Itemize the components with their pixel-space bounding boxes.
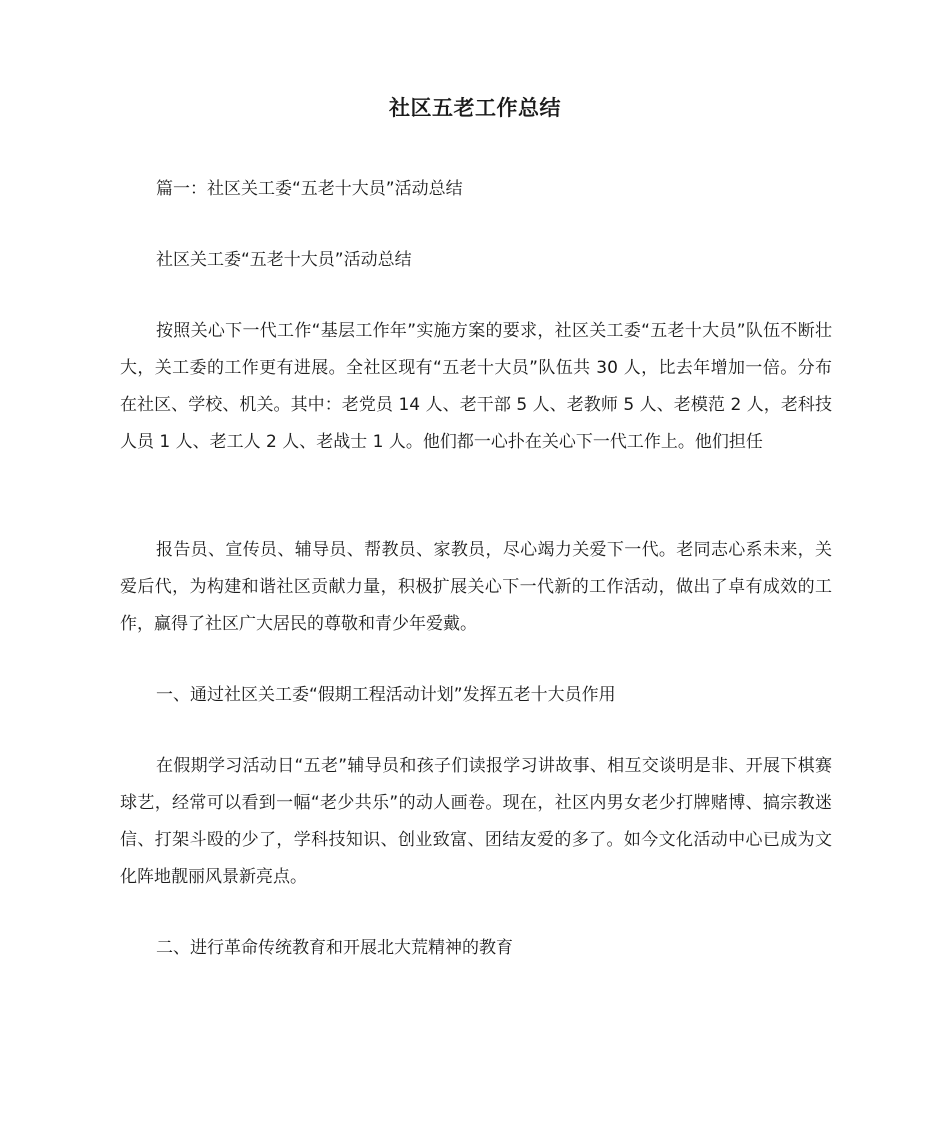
section-heading-two: 二、进行革命传统教育和开展北大荒精神的教育 [156,938,513,958]
section-heading-one: 一、通过社区关工委“假期工程活动计划”发挥五老十大员作用 [156,685,616,705]
document-title: 社区五老工作总结 [389,96,561,120]
subtitle-paragraph: 社区关工委“五老十大员”活动总结 [156,250,412,270]
body-paragraph-roles: 报告员、宣传员、辅导员、帮教员、家教员，尽心竭力关爱下一代。老同志心系未来，关爱后代，为构建和谐社区贡献力量，积极扩展关心下一代新的工作活动，做出了卓有成效的工作，赢得了社区广大居民的尊敬和青少年爱戴。 [120,540,832,634]
body-paragraph-holiday: 在假期学习活动日“五老”辅导员和孩子们读报学习讲故事、相互交谈明是非、开展下棋赛球艺，经常可以看到一幅“老少共乐”的动人画卷。现在，社区内男女老少打牌赌博、搞宗教迷信、打架斗殴的少了，学科技知识、创业致富、团结友爱的多了。如今文化活动中心已成为文化阵地靓丽风景新亮点。 [120,756,832,887]
section-heading-part-one: 篇一：社区关工委“五老十大员”活动总结 [156,179,463,199]
body-paragraph-team: 按照关心下一代工作“基层工作年”实施方案的要求，社区关工委“五老十大员”队伍不断壮大，关工委的工作更有进展。全社区现有“五老十大员”队伍共 30 人，比去年增加一倍。分布在社区、学校、机关。其中：老党员 14 人、老干部 5 人、老教师 5 人、老模范 2 人，老科技人员 1 人、老工人 2 人、老战士 1 人。他们都一心扑在关心下一代工作上。他们担任 [120,321,832,452]
